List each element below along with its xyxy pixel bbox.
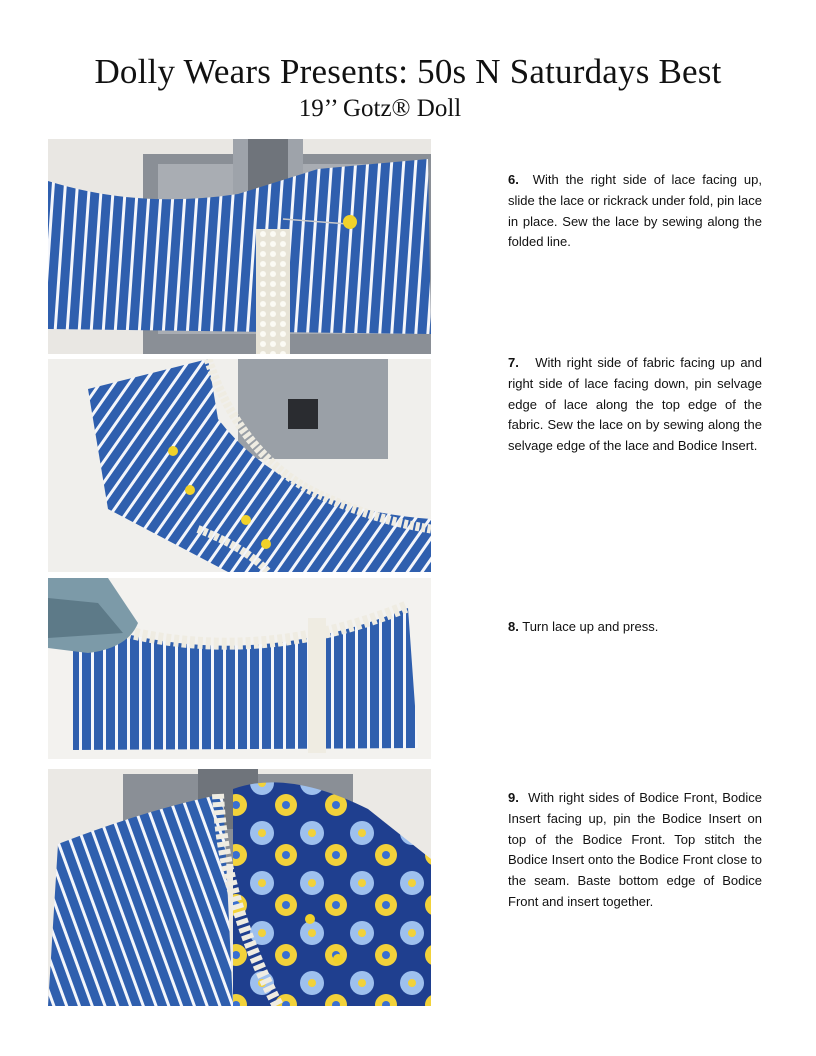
step-6-photo — [48, 139, 431, 354]
step-8-photo — [48, 578, 431, 759]
step-instructions: With right sides of Bodice Front, Bodice Insert facing up, pin the Bodice Insert on top of the Bodice Front. Top stitch the Bodice Insert onto the Bodice Front close to the seam. Baste bottom edge of Bodice Front and insert together. — [508, 790, 762, 909]
step-7-photo — [48, 359, 431, 572]
step-7-text — [508, 353, 762, 457]
step-8-text — [508, 617, 762, 638]
step-6-text — [508, 170, 762, 253]
step-instructions: Turn lace up and press. — [522, 619, 659, 634]
step-number: 9. — [508, 790, 519, 805]
step-number: 7. — [508, 355, 519, 370]
step-instructions: With the right side of lace facing up, slide the lace or rickrack under fold, pin lace in place. Sew the lace by sewing along the folded line. — [508, 172, 762, 250]
step-instructions: With right side of fabric facing up and right side of lace facing down, pin selvage edge of lace along the top edge of the fabric. Sew the lace on by sewing along the selvage edge of the lace and Bodice Insert. — [508, 355, 763, 454]
page-subtitle: 19’’ Gotz® Doll — [298, 95, 462, 122]
step-number: 8. — [508, 619, 519, 634]
step-9-photo — [48, 769, 431, 1006]
page-title: Dolly Wears Presents: 50s N Saturdays Best — [94, 52, 722, 91]
step-9-text — [508, 788, 762, 913]
step-number: 6. — [508, 172, 519, 187]
